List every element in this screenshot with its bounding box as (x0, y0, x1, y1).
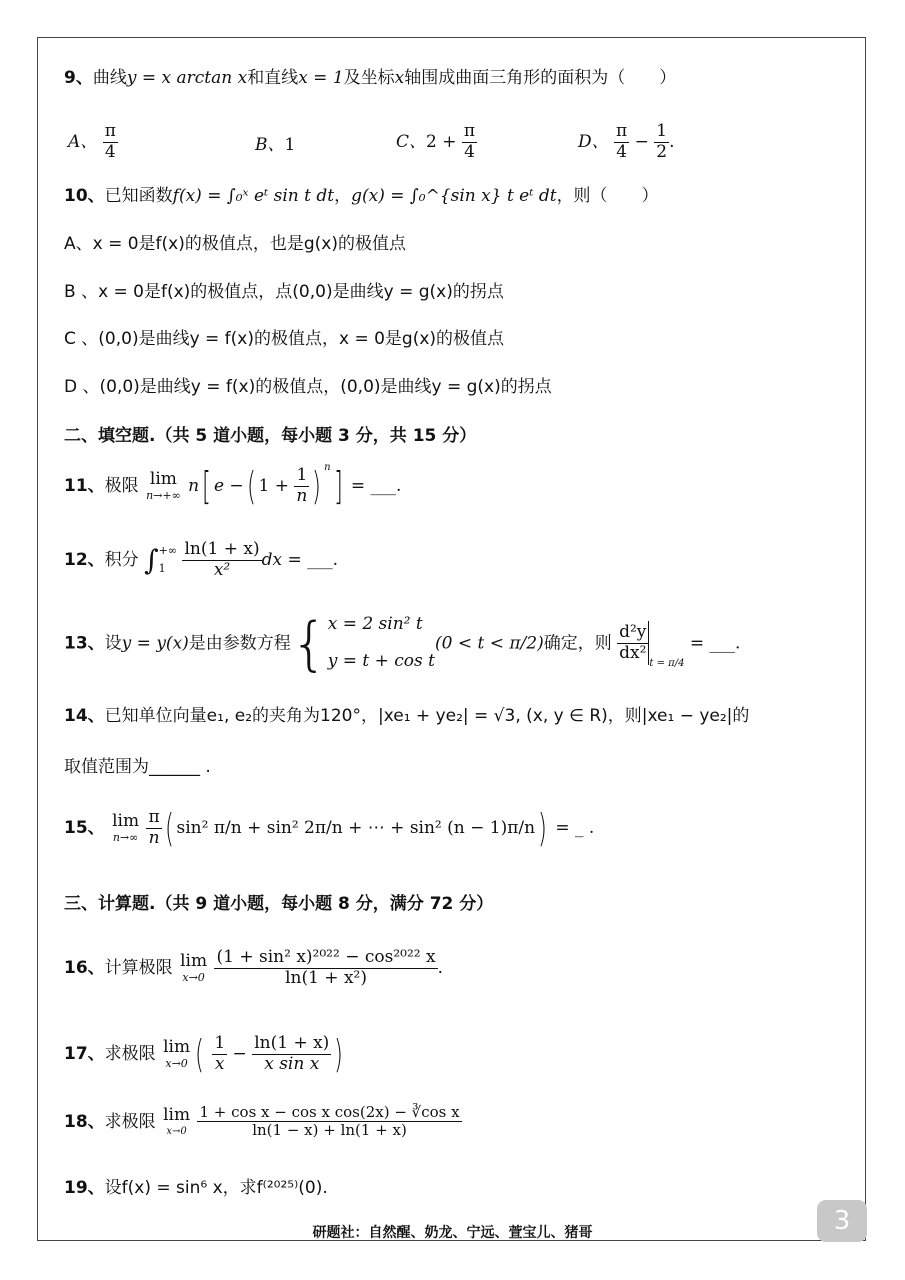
question-14 (64, 706, 749, 726)
frac-num: π (104, 121, 116, 141)
fraction (212, 1034, 227, 1074)
fraction (654, 122, 669, 162)
q11-power: n (324, 462, 331, 474)
frac-den: 4 (464, 141, 475, 162)
frac-num: 1 (294, 466, 309, 487)
q11-e: e − (213, 476, 244, 497)
q16-label: 计算极限 (104, 958, 173, 979)
q10-option-d: D 、(0,0)是曲线y = f(x)的极值点，(0,0)是曲线y = g(x)的拐点 (64, 377, 552, 397)
footer-credits: 研题社：自然醒、奶龙、宁远、萱宝儿、猪哥 (312, 1225, 593, 1241)
fraction (146, 808, 161, 848)
q13-eval-at: t = π/4 (649, 658, 685, 670)
fraction (197, 1104, 461, 1140)
q13-cond: (0 < t < π/2) (434, 633, 544, 654)
fraction (252, 1034, 331, 1074)
frac-num: π (148, 807, 160, 827)
param-system (328, 606, 435, 681)
fraction (614, 122, 629, 162)
q9-option-c (396, 122, 477, 162)
frac-den: x (214, 1053, 225, 1074)
q12-tail: dx = ___. (261, 550, 339, 571)
frac-num: ln(1 + x) (254, 1033, 330, 1053)
derivative-fraction (617, 623, 648, 663)
option-label: C、 (396, 132, 427, 153)
question-12 (64, 540, 338, 580)
period: . (669, 132, 675, 153)
option-pre: 2 + (426, 132, 457, 153)
lim-text: lim (149, 468, 177, 489)
question-11 (64, 462, 402, 509)
frac-den: 4 (616, 141, 628, 162)
frac-den: n (296, 485, 308, 506)
frac-den: 2 (656, 141, 668, 162)
q9-option-a (68, 122, 118, 162)
limit-operator (178, 952, 209, 984)
q17-label: 求极限 (104, 1044, 156, 1065)
question-9 (64, 68, 676, 88)
question-10 (64, 186, 659, 206)
frac-num: π (463, 121, 476, 141)
question-number: 16、 (64, 958, 105, 979)
paren-right: ) (334, 1032, 344, 1077)
fraction (103, 122, 118, 162)
question-number: 14、 (64, 706, 105, 726)
operator: − (232, 1044, 247, 1065)
q16-tail: . (437, 958, 443, 979)
param-eq-2: y = t + cos t (327, 651, 435, 672)
paren-left: ( (195, 1032, 204, 1077)
lim-text: lim (163, 1105, 191, 1126)
q10-f-def: f(x) = ∫₀ˣ eᵗ sin t dt (172, 186, 335, 206)
q9-axis-var: x (394, 68, 405, 88)
question-number: 10、 (64, 186, 105, 206)
limit-operator (161, 1038, 192, 1070)
frac-num: 1 (214, 1033, 226, 1053)
frac-den: 4 (104, 141, 116, 162)
q13-tail: = ___. (689, 633, 741, 654)
q13-after: 确定，则 (543, 633, 612, 654)
question-number: 13、 (64, 633, 105, 654)
q18-label: 求极限 (104, 1111, 156, 1132)
lim-text: lim (112, 810, 140, 831)
question-18 (64, 1104, 462, 1140)
fraction (214, 948, 437, 988)
q9-text: 曲线 (92, 68, 127, 88)
q10-sep: ， (334, 186, 352, 206)
q13-label: 设 (104, 633, 122, 654)
paren-left: ( (246, 464, 256, 509)
page-number-badge: 3 (817, 1200, 867, 1242)
option-label: D、 (578, 132, 609, 153)
q9-text-end: 轴围成曲面三角形的面积为（ ） (404, 68, 677, 88)
question-17 (64, 1032, 346, 1077)
question-15 (64, 806, 595, 851)
question-number: 15、 (64, 818, 105, 839)
q11-one-plus: 1 + (258, 476, 289, 497)
limit-operator (144, 470, 183, 502)
lim-text: lim (180, 950, 208, 971)
lim-sub: n→∞ (112, 830, 139, 844)
q10-stem: 已知函数 (104, 186, 173, 206)
frac-num: ln(1 + x) (184, 539, 260, 559)
operator: − (634, 132, 649, 153)
q12-label: 积分 (104, 550, 139, 571)
question-13 (64, 606, 740, 681)
lim-sub: x→0 (165, 1056, 188, 1070)
question-19 (64, 1178, 328, 1198)
integral-sign: ∫ (144, 543, 159, 577)
lim-sub: x→0 (182, 970, 205, 984)
q10-option-c: C 、(0,0)是曲线y = f(x)的极值点，x = 0是g(x)的极值点 (64, 329, 505, 349)
integral-limits (159, 542, 177, 577)
int-lower: 1 (158, 562, 166, 576)
fraction (294, 466, 309, 506)
bracket-left: [ (202, 464, 211, 509)
param-eq-1: x = 2 sin² t (327, 614, 423, 634)
paren-right: ) (312, 464, 322, 509)
q14-line-1: 已知单位向量e₁, e₂的夹角为120°，|xe₁ + ye₂| = √3, (x, y ∈ R)，则|xe₁ − ye₂|的 (104, 706, 750, 726)
option-label: B、 (255, 135, 285, 155)
q15-body: sin² π/n + sin² 2π/n + ⋯ + sin² (n − 1)π/n (176, 818, 536, 839)
q9-text-after: 及坐标 (343, 68, 395, 88)
frac-num: (1 + sin² x)²⁰²² − cos²⁰²² x (216, 947, 436, 967)
frac-den: dx² (619, 642, 647, 663)
q9-text-mid: 和直线 (247, 68, 299, 88)
paren-right: ) (538, 806, 547, 851)
bracket-right: ] (333, 464, 343, 509)
q9-line: x = 1 (298, 68, 344, 88)
paren-left: ( (164, 806, 174, 851)
question-number: 18、 (64, 1111, 105, 1132)
frac-den: ln(1 + x²) (285, 967, 367, 988)
q10-option-a: A、x = 0是f(x)的极值点，也是g(x)的极值点 (64, 234, 406, 254)
int-upper: +∞ (158, 544, 178, 558)
q10-stem-end: ，则（ ） (556, 186, 659, 206)
question-number: 11、 (64, 476, 105, 497)
lim-text: lim (163, 1036, 191, 1057)
lim-sub: x→0 (166, 1125, 187, 1137)
question-number: 12、 (64, 550, 105, 571)
frac-num: π (616, 121, 628, 141)
question-number: 19、 (64, 1178, 105, 1198)
q15-tail: = _ . (555, 818, 595, 839)
q13-mid: 是由参数方程 (188, 633, 291, 654)
frac-den: n (148, 827, 160, 848)
limit-operator (161, 1106, 192, 1137)
fraction (182, 540, 261, 580)
q10-option-b: B 、x = 0是f(x)的极值点，点(0,0)是曲线y = g(x)的拐点 (64, 282, 504, 302)
question-16 (64, 948, 443, 988)
frac-den: x sin x (264, 1053, 320, 1074)
q11-n: n (188, 476, 200, 497)
frac-num: d²y (619, 622, 647, 643)
section-heading-calculation: 三、计算题.（共 9 道小题，每小题 8 分，满分 72 分） (64, 894, 494, 914)
frac-den: x² (213, 559, 231, 580)
q9-curve: y = x arctan x (126, 68, 248, 88)
section-heading-fill-in: 二、填空题.（共 5 道小题，每小题 3 分，共 15 分） (64, 426, 477, 446)
q11-tail: = ___. (350, 476, 402, 497)
frac-num: 1 + cos x − cos x cos(2x) − ∛cos x (199, 1103, 460, 1121)
fraction (462, 122, 477, 162)
question-number: 17、 (64, 1044, 105, 1065)
option-label: A、 (68, 132, 98, 153)
q19-text: 设f(x) = sin⁶ x，求f⁽²⁰²⁵⁾(0). (104, 1178, 328, 1198)
q11-label: 极限 (104, 476, 139, 497)
limit-operator (110, 812, 141, 844)
q14-line-2: 取值范围为______ . (64, 757, 211, 777)
question-number: 9、 (64, 68, 93, 88)
q9-option-d (578, 122, 675, 162)
q10-g-def: g(x) = ∫₀^{sin x} t eᵗ dt (351, 186, 557, 206)
frac-num: 1 (656, 121, 668, 141)
q13-yx: y = y(x) (121, 633, 189, 654)
lim-sub: n→+∞ (146, 488, 181, 502)
option-value: 1 (284, 135, 296, 155)
frac-den: ln(1 − x) + ln(1 + x) (252, 1121, 407, 1140)
q9-option-b (255, 130, 295, 155)
brace-left: { (290, 609, 328, 678)
